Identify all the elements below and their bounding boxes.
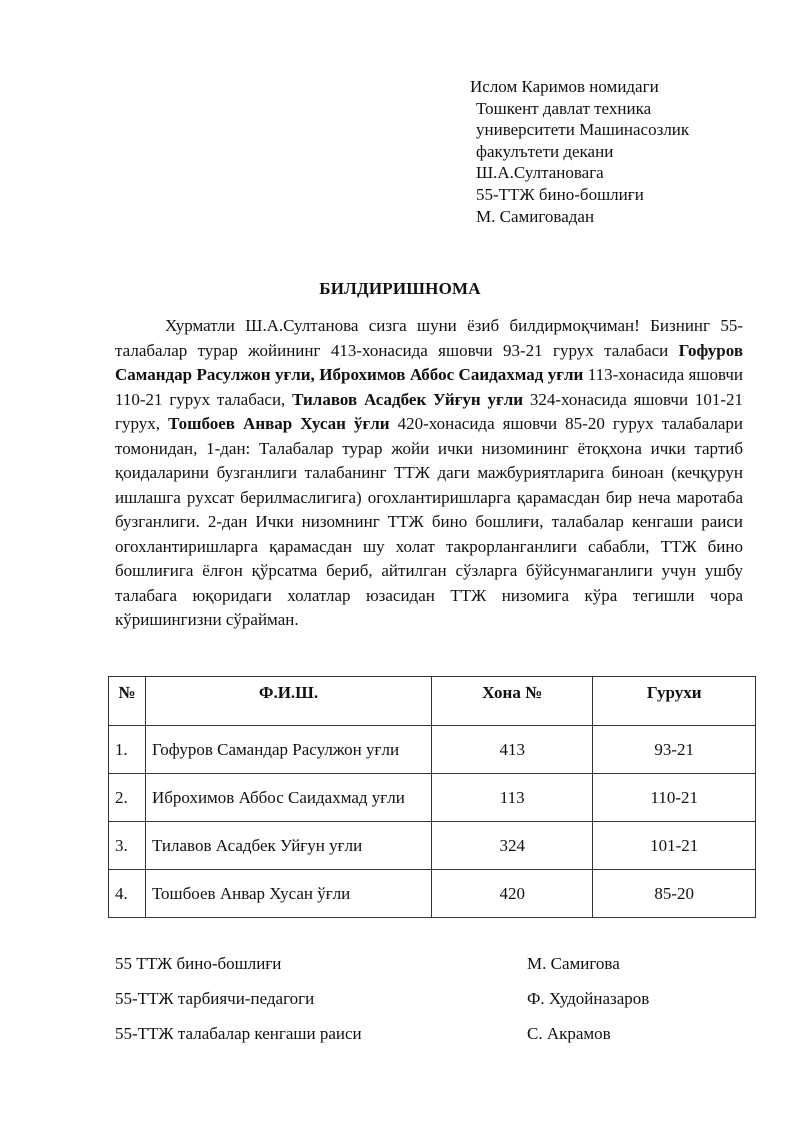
signature-row <box>115 989 755 1024</box>
table-row <box>109 822 756 870</box>
signature-name: М. Самигова <box>527 954 620 973</box>
student-name-bold: Тилавов Асадбек Уйғун уғли <box>292 389 524 409</box>
body-text-part: 113-хонасида яшовчи 110-21 гурух талабаси, <box>115 365 743 409</box>
header-room: Хона № <box>432 677 593 726</box>
addressee-block <box>470 76 790 227</box>
student-name-bold: Гофуров Самандар Расулжон уғли, <box>115 340 743 384</box>
header-number: № <box>109 677 146 726</box>
header-group: Гурухи <box>593 677 756 726</box>
body-paragraph <box>115 314 743 633</box>
body-text-part: 420-хонасида яшовчи 85-20 гурух талабалари томонидан, 1-дан: Талабалар турар жойи ички низомининг ётоқхона ички тартиб қоидаларини бузганлиги талабанинг ТТЖ даги мажбуриятларига биноан (кечқурун ишлашга рухсат берилмаслигига) огохлантиришларга қарамасдан бир неча маротаба бузганлиги. 2-дан Ички низомнинг ТТЖ бино бошлиғи, талабалар кенгаши раиси огохлантиришларга қарамасдан шу холат такрорланганлиги сабабли, ТТЖ бино бошлиғига ёлғон қўрсатма бериб, айтилган сўзларга бўйсунмаганлиги учун ушбу талабага юқоридаги холатлар юзасидан ТТЖ низомига кўра тегишли чора кўришингизни сўрайман. <box>115 414 744 629</box>
body-text-part: 324-хонасида яшовчи 101-21 гурух, <box>115 389 743 433</box>
table-row <box>109 774 756 822</box>
row-group: 110-21 <box>593 774 756 822</box>
row-number: 3. <box>109 822 146 870</box>
body-text-part: Хурматли Ш.А.Султанова сизга шуни ёзиб билдирмоқчиман! Бизнинг 55-талабалар турар жойининг 413-хонасида яшовчи 93-21 гурух талабаси <box>115 316 743 360</box>
students-table <box>108 676 756 918</box>
row-name: Иброхимов Аббос Саидахмад уғли <box>145 774 431 822</box>
addressee-line: 55-ТТЖ бино-бошлиғи <box>476 184 644 204</box>
addressee-line: факулътети декани <box>476 141 614 161</box>
row-room: 113 <box>432 774 593 822</box>
row-number: 2. <box>109 774 146 822</box>
row-number: 4. <box>109 870 146 918</box>
row-number: 1. <box>109 726 146 774</box>
row-group: 85-20 <box>593 870 756 918</box>
student-name-bold: Иброхимов Аббос Саидахмад уғли <box>319 365 584 384</box>
signature-name: С. Акрамов <box>527 1024 611 1043</box>
table-row <box>109 870 756 918</box>
table-header-row <box>109 677 756 726</box>
table-row <box>109 726 756 774</box>
document-title: БИЛДИРИШНОМА <box>319 279 481 298</box>
row-name: Тилавов Асадбек Уйғун уғли <box>145 822 431 870</box>
signatures-block <box>115 954 755 1059</box>
signature-row <box>115 954 755 989</box>
addressee-line: университети Машинасозлик <box>476 120 690 140</box>
row-room: 420 <box>432 870 593 918</box>
addressee-line: Тошкент давлат техника <box>476 98 652 118</box>
row-name: Тошбоев Анвар Хусан ўғли <box>145 870 431 918</box>
row-room: 413 <box>432 726 593 774</box>
signature-role: 55-ТТЖ талабалар кенгаши раиси <box>115 1024 362 1043</box>
signature-row <box>115 1024 755 1059</box>
signature-role: 55 ТТЖ бино-бошлиғи <box>115 954 282 973</box>
signature-role: 55-ТТЖ тарбиячи-педагоги <box>115 989 315 1008</box>
row-room: 324 <box>432 822 593 870</box>
row-group: 93-21 <box>593 726 756 774</box>
header-fullname: Ф.И.Ш. <box>145 677 431 726</box>
student-name-bold: Тошбоев Анвар Хусан ўғли <box>168 414 390 433</box>
signature-name: Ф. Худойназаров <box>527 989 650 1008</box>
addressee-line: М. Самиговадан <box>476 206 595 226</box>
addressee-line: Ш.А.Султановага <box>476 163 604 183</box>
row-group: 101-21 <box>593 822 756 870</box>
addressee-line: Ислом Каримов номидаги <box>470 77 659 96</box>
row-name: Гофуров Самандар Расулжон уғли <box>145 726 431 774</box>
